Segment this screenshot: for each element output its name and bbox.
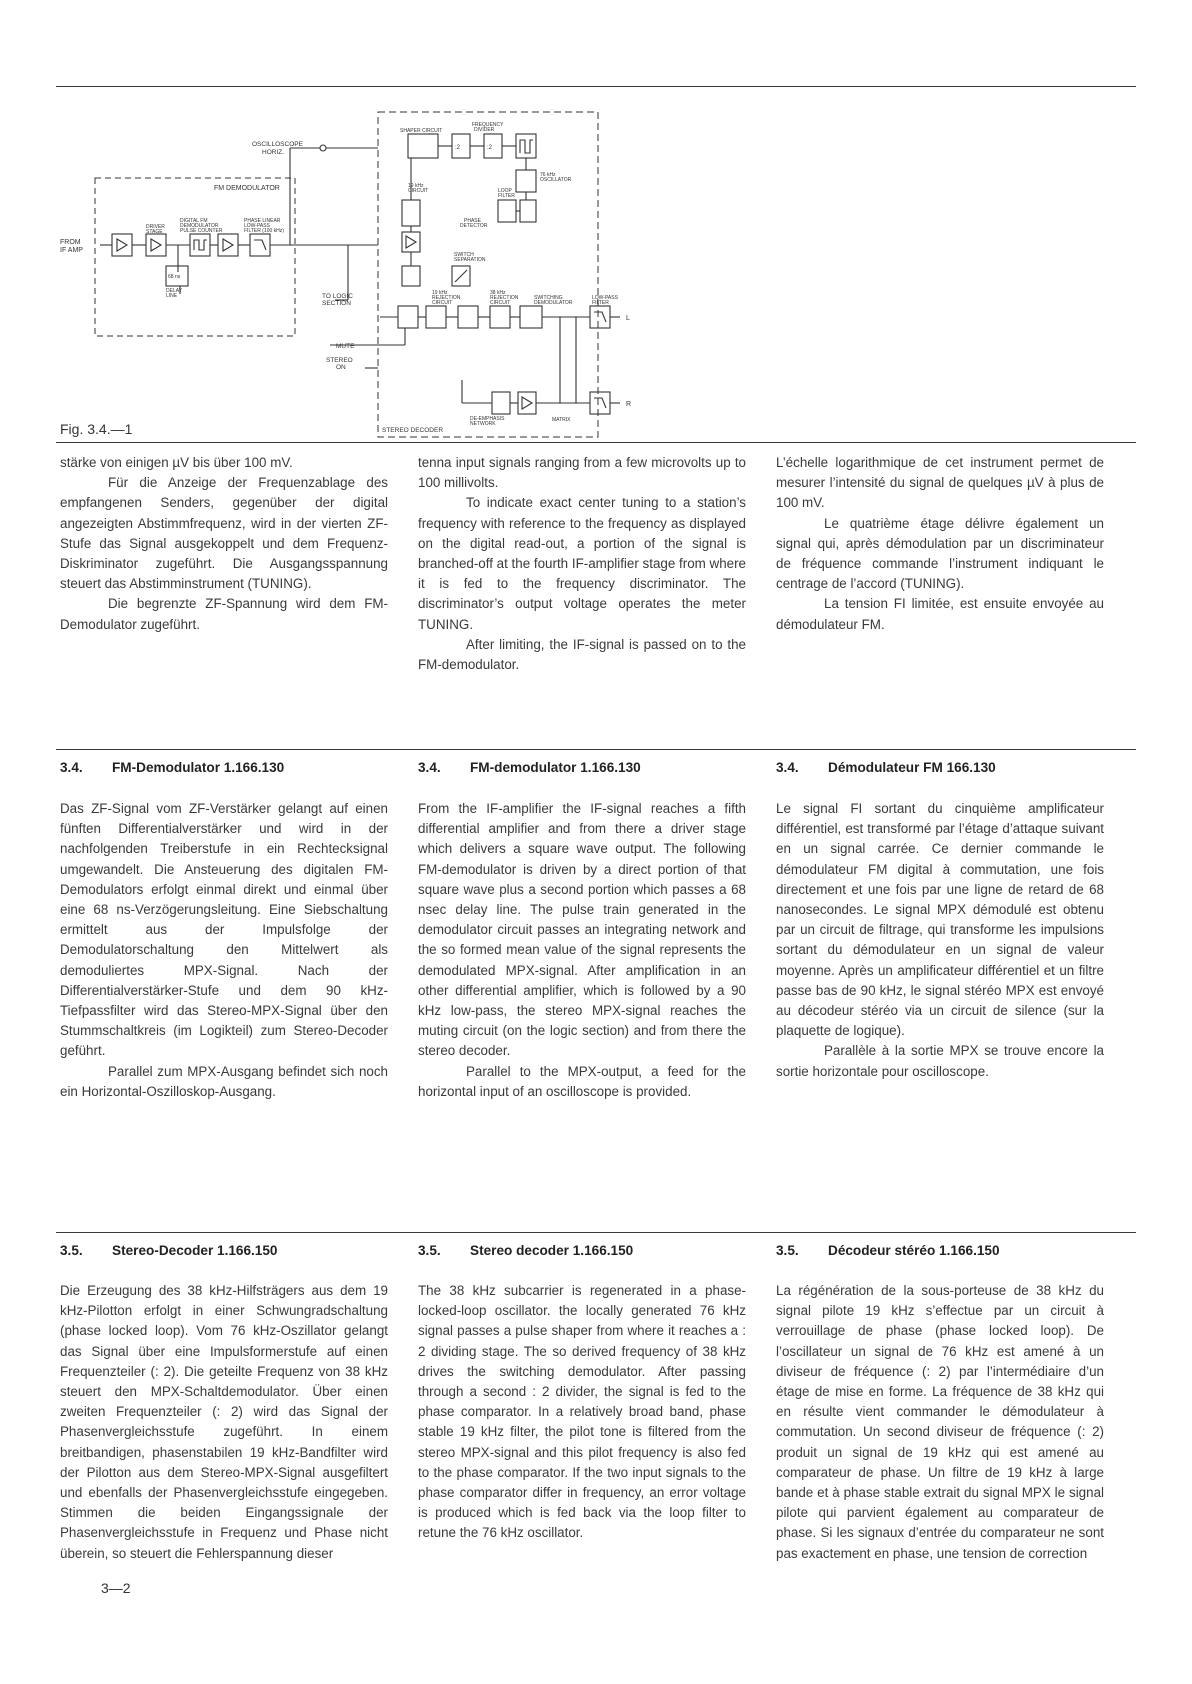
svg-text:CIRCUIT: CIRCUIT	[432, 300, 453, 306]
svg-text:DEMODULATOR: DEMODULATOR	[180, 223, 219, 229]
svg-text:OSCILLATOR: OSCILLATOR	[540, 177, 572, 183]
fm-demodulator-frame	[95, 178, 295, 336]
svg-text::2: :2	[487, 145, 493, 151]
section-34-heading-de: 3.4. FM-Demodulator 1.166.130	[60, 760, 285, 775]
top-text-en: tenna input signals ranging from a few microvolts up to 100 millivolts. To indicate exact center tuning to a station’s frequency with reference to the frequency as displayed on the digital read-out, a portion of the signal is branched-off at the fourth IF-amplifier stage from where it is fed to the frequency discriminator. The discriminator’s output voltage operates the meter TUNING. After limiting, the IF-signal is passed on to the FM-demodulator.	[418, 455, 746, 673]
section-35-rule	[56, 1232, 1136, 1233]
svg-text:68 ns: 68 ns	[168, 274, 181, 280]
svg-text:MATRIX: MATRIX	[552, 417, 571, 423]
section-34-text-en: From the IF-amplifier the IF-signal reaches a fifth differential amplifier and from there a driver stage which delivers a square wave output. The following FM-demodulator is driven by a direct portion of that square wave plus a second portion which passes a 68 nsec delay line. The pulse train generated in the demodulator circuit passes an integrating network and the so formed mean value of the signal represents the demodulated MPX-signal. After amplification in an other differential amplifier, which is followed by a 90 kHz low-pass, the stereo MPX-signal reaches the muting circuit (on the logic section) and from there the stereo decoder. Parallel to the MPX-output, a feed for the horizontal input of an oscilloscope is provided.	[418, 801, 746, 1099]
svg-text:DIGITAL FM: DIGITAL FM	[180, 218, 208, 224]
svg-text:PHASE LINEAR: PHASE LINEAR	[244, 218, 281, 224]
figure-caption: Fig. 3.4.—1	[60, 421, 133, 437]
svg-text:19 kHz: 19 kHz	[432, 290, 448, 296]
top-text-fr: L’échelle logarithmique de cet instrument permet de mesurer l’intensité du signal de quelques µV à plus de 100 mV. Le quatrième étage délivre également un signal qui, après démodulation par un discriminateur de fréquence commande l’instrument indiquant le centrage de l’accord (TUNING). La tension FI limitée, est ensuite envoyée au démodulateur FM.	[776, 455, 1104, 632]
section-35-heading-fr: 3.5. Décodeur stéréo 1.166.150	[776, 1243, 1000, 1258]
svg-text:PULSE COUNTER: PULSE COUNTER	[180, 228, 223, 234]
svg-text:LINE: LINE	[166, 293, 178, 299]
section-35-text-fr: La régénération de la sous-porteuse de 38 kHz du signal pilote 19 kHz s’effectue par un circuit à verrouillage de phase (phase locked loop). De l’oscillateur un signal de 76 kHz est amené à un diviseur de fréquence (: 2) par l’intermédiaire d’un étage de mise en forme. La fréquence de 38 kHz qui en résulte vient commander le démodulateur à commutation. Un second diviseur de fréquence (: 2) produit un signal de 19 kHz qui est amené au comparateur de phase. Un filtre de 19 kHz à large bande et à phase stable extrait du signal MPX le signal pilote qui parvient également au comparateur de phase. Si les signaux d’entrée du comparateur ne sont pas exactement en phase, une tension de correction	[776, 1283, 1104, 1561]
svg-text:DELAY: DELAY	[166, 288, 183, 294]
section-34-heading-fr: 3.4. Démodulateur FM 166.130	[776, 760, 996, 775]
svg-text:SWITCHING: SWITCHING	[534, 295, 563, 301]
svg-text:IF AMP: IF AMP	[60, 247, 83, 254]
svg-text::2: :2	[455, 145, 461, 151]
svg-text:SECTION: SECTION	[322, 300, 351, 307]
svg-text:REJECTION: REJECTION	[432, 295, 461, 301]
fm-chain	[100, 145, 378, 300]
svg-text:DIVIDER: DIVIDER	[474, 127, 495, 133]
svg-text:R: R	[626, 401, 632, 408]
svg-text:LOOP: LOOP	[498, 188, 512, 194]
svg-text:REJECTION: REJECTION	[490, 295, 519, 301]
svg-text:STEREO DECODER: STEREO DECODER	[382, 427, 444, 434]
svg-text:MUTE: MUTE	[336, 343, 355, 350]
svg-text:NETWORK: NETWORK	[470, 421, 496, 427]
svg-text:STAGE: STAGE	[146, 229, 163, 235]
svg-text:DE-EMPHASIS: DE-EMPHASIS	[470, 416, 505, 422]
section-34-text-fr: Le signal FI sortant du cinquième amplificateur différentiel, est transformé par l’étage d’attaque suivant en un signal carrée. Ce dernier commande le démodulateur FM digital à commutation, une fois directement et une fois par une ligne de retard de 68 nanosecondes. Le signal MPX démodulé est obtenu par un circuit de filtrage, qui transforme les impulsions sortant du démodulateur en un signal de valeur moyenne. Après un amplificateur différentiel et un filtre passe bas de 90 kHz, le signal stéréo MPX est envoyé au décodeur stéréo via un circuit de silence (sur la plaquette de logique). Parallèle à la sortie MPX se trouve encore la sortie horizontale pour oscilloscope.	[776, 801, 1104, 1079]
section-35-text-de: Die Erzeugung des 38 kHz-Hilfsträgers aus dem 19 kHz-Pilotton erfolgt in einer Schwungradschaltung (phase locked loop). Vom 76 kHz-Oszillator gelangt das Signal über eine Impulsformerstufe auf einen Frequenzteiler (: 2). Die geteilte Frequenz von 38 kHz steuert den MPX-Schaltdemodulator. Über einen zweiten Frequenzteiler (: 2) wird das Signal der Phasenvergleichsstufe zugeführt. In einem breitbandigen, phasenstabilen 19 kHz-Bandfilter wird der Pilotton aus dem Stereo-MPX-Signal ausgefiltert und ebenfalls der Phasenvergleichsstufe eingegeben. Stimmen die beiden Eingangssignale der Phasenvergleichsstufe in Frequenz und Phase nicht überein, so steuert die Fehlerspannung dieser	[60, 1283, 388, 1561]
diff-amp-block	[218, 234, 238, 256]
page-number: 3—2	[101, 1580, 131, 1596]
svg-text:SHAPER CIRCUIT: SHAPER CIRCUIT	[400, 128, 443, 134]
section-35-text-en: The 38 kHz subcarrier is regenerated in a phase-locked-loop oscillator. the locally generated 76 kHz signal passes a pulse shaper from where it reaches a : 2 dividing stage. The so derived frequency of 38 kHz drives the switching demodulator. After passing through a second : 2 divider, the signal is fed to the phase comparator. In a relatively broad band, phase stable 19 kHz filter, the pilot tone is filtered from the stereo MPX-signal and this pilot frequency is also fed to the phase comparator. If the two input signals to the phase comparator differ in frequency, an error voltage is produced which is fed back via the loop filter to retune the 76 kHz oscillator.	[418, 1283, 746, 1541]
digital-demod-block	[190, 234, 210, 256]
block-diagram	[0, 0, 1192, 442]
svg-text:SEPARATION: SEPARATION	[454, 257, 486, 263]
section-35-heading-de: 3.5. Stereo-Decoder 1.166.150	[60, 1243, 278, 1258]
svg-text:FILTER: FILTER	[498, 193, 515, 199]
figure-bottom-rule	[56, 442, 1136, 443]
section-34-text-de: Das ZF-Signal vom ZF-Verstärker gelangt auf einen fünften Differentialverstärker und wird in der nachfolgenden Treiberstufe in ein Rechtecksignal umgewandelt. Die Ansteuerung des digitalen FM-Demodulators erfolgt einmal direkt und einmal über eine 68 ns-Verzögerungsleitung. Eine Siebschaltung ermittelt aus der Impulsfolge der Demodulatorschaltung den Mittelwert als demoduliertes MPX-Signal. Nach der Differentialverstärker-Stufe und dem 90 kHz-Tiefpassfilter wird das Stereo-MPX-Signal über den Stummschaltkreis (im Logikteil) zum Stereo-Decoder geführt. Parallel zum MPX-Ausgang befindet sich noch ein Horizontal-Oszilloskop-Ausgang.	[60, 801, 388, 1099]
diagram-labels	[60, 122, 631, 434]
svg-text:SWITCH: SWITCH	[454, 252, 474, 258]
svg-text:PHASE: PHASE	[464, 218, 481, 224]
decoder-blocks	[330, 134, 620, 414]
if-amp-block	[112, 234, 132, 256]
svg-text:FILTER (100 kHz): FILTER (100 kHz)	[244, 228, 284, 234]
svg-text:38 kHz: 38 kHz	[490, 290, 506, 296]
svg-text:LOW-PASS: LOW-PASS	[592, 295, 618, 301]
svg-text:HORIZ.: HORIZ.	[262, 149, 285, 156]
svg-text:DRIVER: DRIVER	[146, 224, 165, 230]
svg-text:L: L	[626, 315, 630, 322]
svg-text:FROM: FROM	[60, 239, 81, 246]
lowpass-block	[250, 234, 270, 256]
svg-text:TO LOGIC: TO LOGIC	[322, 293, 353, 300]
driver-stage-block	[146, 234, 166, 256]
svg-text:OSCILLOSCOPE: OSCILLOSCOPE	[252, 141, 303, 148]
svg-text:76 kHz: 76 kHz	[540, 172, 556, 178]
svg-text:FREQUENCY: FREQUENCY	[472, 122, 504, 128]
section-34-heading-en: 3.4. FM-demodulator 1.166.130	[418, 760, 641, 775]
svg-text:FILTER: FILTER	[592, 300, 609, 306]
svg-text:CIRCUIT: CIRCUIT	[408, 188, 429, 194]
svg-text:DETECTOR: DETECTOR	[460, 223, 488, 229]
svg-text:FM DEMODULATOR: FM DEMODULATOR	[214, 185, 280, 192]
svg-text:STEREO: STEREO	[326, 357, 353, 364]
svg-text:DEMODULATOR: DEMODULATOR	[534, 300, 573, 306]
top-text-de: stärke von einigen µV bis über 100 mV. Für die Anzeige der Frequenzablage des empfangenen Senders, gegenüber der digital angezeigten Abstimmfrequenz, wird in der vierten ZF-Stufe das Signal ausgekoppelt und dem Frequenz-Diskriminator zugeführt. Die Ausgangsspannung steuert das Abstimminstrument (TUNING). Die begrenzte ZF-Spannung wird dem FM-Demodulator zugeführt.	[60, 455, 388, 632]
section-34-rule	[56, 749, 1136, 750]
section-35-heading-en: 3.5. Stereo decoder 1.166.150	[418, 1243, 634, 1258]
svg-text:CIRCUIT: CIRCUIT	[490, 300, 511, 306]
svg-text:19 kHz: 19 kHz	[408, 183, 424, 189]
svg-text:LOW-PASS: LOW-PASS	[244, 223, 270, 229]
svg-text:ON: ON	[336, 364, 346, 371]
